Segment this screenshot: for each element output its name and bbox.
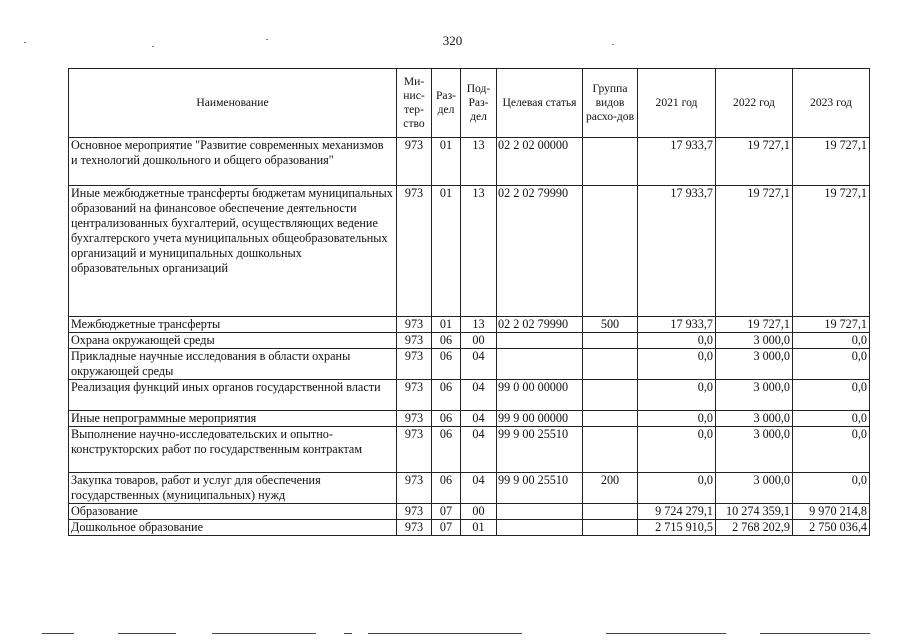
footer-mark: [344, 633, 352, 634]
cell-section: 07: [432, 520, 461, 536]
budget-table: [68, 68, 870, 536]
footer-mark: [760, 633, 870, 634]
cell-target-article: 02 2 02 79990: [497, 186, 583, 317]
table-row: [69, 333, 870, 349]
table-row: [69, 504, 870, 520]
cell-section: 07: [432, 504, 461, 520]
cell-ministry: 973: [397, 411, 432, 427]
cell-subsection: 01: [461, 520, 497, 536]
table-row: [69, 349, 870, 380]
cell-year-2022: 19 727,1: [716, 186, 793, 317]
cell-name: Межбюджетные трансферты: [69, 317, 397, 333]
cell-subsection: 04: [461, 427, 497, 473]
cell-expense-group: [583, 349, 638, 380]
header-subsection: Под-Раз-дел: [461, 69, 497, 138]
cell-year-2021: 2 715 910,5: [638, 520, 716, 536]
cell-target-article: [497, 349, 583, 380]
cell-expense-group: 200: [583, 473, 638, 504]
cell-subsection: 13: [461, 186, 497, 317]
header-year-2021: 2021 год: [638, 69, 716, 138]
cell-year-2022: 19 727,1: [716, 138, 793, 186]
cell-expense-group: [583, 411, 638, 427]
cell-section: 01: [432, 186, 461, 317]
cell-subsection: 04: [461, 380, 497, 411]
table-row: [69, 317, 870, 333]
scan-speck: [24, 42, 26, 43]
cell-target-article: 02 2 02 00000: [497, 138, 583, 186]
table-row: [69, 380, 870, 411]
cell-ministry: 973: [397, 138, 432, 186]
cell-year-2022: 3 000,0: [716, 427, 793, 473]
cell-section: 06: [432, 473, 461, 504]
cell-section: 06: [432, 411, 461, 427]
table-header-row: [69, 69, 870, 138]
cell-year-2021: 17 933,7: [638, 317, 716, 333]
cell-target-article: 99 0 00 00000: [497, 380, 583, 411]
scan-speck: [266, 39, 268, 40]
cell-year-2023: 19 727,1: [793, 138, 870, 186]
header-section: Раз-дел: [432, 69, 461, 138]
cell-ministry: 973: [397, 473, 432, 504]
cell-section: 06: [432, 427, 461, 473]
scan-speck: [612, 44, 614, 45]
cell-year-2021: 0,0: [638, 333, 716, 349]
cell-subsection: 00: [461, 504, 497, 520]
cell-year-2022: 3 000,0: [716, 380, 793, 411]
cell-ministry: 973: [397, 504, 432, 520]
header-name: Наименование: [69, 69, 397, 138]
cell-name: Выполнение научно-исследовательских и опытно-конструкторских работ по государственным контрактам: [69, 427, 397, 473]
cell-target-article: 99 9 00 00000: [497, 411, 583, 427]
cell-subsection: 00: [461, 333, 497, 349]
page-number: 320: [442, 33, 463, 48]
cell-expense-group: [583, 427, 638, 473]
cell-year-2023: 2 750 036,4: [793, 520, 870, 536]
footer-mark: [42, 633, 74, 634]
cell-target-article: 99 9 00 25510: [497, 473, 583, 504]
table-row: [69, 427, 870, 473]
table-row: [69, 138, 870, 186]
footer-mark: [118, 633, 176, 634]
cell-year-2023: 19 727,1: [793, 186, 870, 317]
cell-section: 06: [432, 333, 461, 349]
cell-subsection: 04: [461, 473, 497, 504]
header-year-2023: 2023 год: [793, 69, 870, 138]
cell-year-2022: 3 000,0: [716, 349, 793, 380]
cell-year-2022: 2 768 202,9: [716, 520, 793, 536]
header-ministry: Ми-нис-тер-ство: [397, 69, 432, 138]
cell-subsection: 13: [461, 317, 497, 333]
cell-year-2023: 0,0: [793, 411, 870, 427]
footer-mark: [212, 633, 316, 634]
cell-year-2022: 3 000,0: [716, 411, 793, 427]
cell-ministry: 973: [397, 333, 432, 349]
cell-name: Образование: [69, 504, 397, 520]
header-expense-group: Группа видов расхо-дов: [583, 69, 638, 138]
cell-name: Иные межбюджетные трансферты бюджетам муниципальных образований на финансовое обеспечение деятельности централизованных бухгалтерий, осуществляющих ведение бухгалтерского учета муниципальных общеобразовательных организаций и муниципальных дошкольных образовательных организаций: [69, 186, 397, 317]
cell-year-2023: 9 970 214,8: [793, 504, 870, 520]
cell-section: 06: [432, 349, 461, 380]
cell-name: Основное мероприятие "Развитие современных механизмов и технологий дошкольного и общего образования": [69, 138, 397, 186]
cell-expense-group: [583, 138, 638, 186]
scan-speck: [152, 46, 154, 47]
cell-ministry: 973: [397, 349, 432, 380]
cell-year-2022: 10 274 359,1: [716, 504, 793, 520]
cell-expense-group: [583, 504, 638, 520]
cell-subsection: 04: [461, 349, 497, 380]
table-body: [69, 138, 870, 536]
cell-expense-group: [583, 380, 638, 411]
cell-name: Закупка товаров, работ и услуг для обеспечения государственных (муниципальных) нужд: [69, 473, 397, 504]
cell-year-2022: 3 000,0: [716, 473, 793, 504]
cell-section: 01: [432, 317, 461, 333]
cell-year-2023: 0,0: [793, 473, 870, 504]
cell-year-2023: 0,0: [793, 333, 870, 349]
table-row: [69, 520, 870, 536]
cell-ministry: 973: [397, 380, 432, 411]
cell-section: 01: [432, 138, 461, 186]
cell-year-2023: 19 727,1: [793, 317, 870, 333]
table-row: [69, 411, 870, 427]
header-target-article: Целевая статья: [497, 69, 583, 138]
cell-year-2021: 0,0: [638, 349, 716, 380]
cell-year-2022: 3 000,0: [716, 333, 793, 349]
cell-year-2021: 17 933,7: [638, 186, 716, 317]
cell-expense-group: [583, 186, 638, 317]
cell-ministry: 973: [397, 317, 432, 333]
cell-year-2022: 19 727,1: [716, 317, 793, 333]
cell-target-article: [497, 333, 583, 349]
cell-subsection: 04: [461, 411, 497, 427]
cell-target-article: 99 9 00 25510: [497, 427, 583, 473]
cell-year-2021: 0,0: [638, 411, 716, 427]
cell-expense-group: 500: [583, 317, 638, 333]
cell-name: Прикладные научные исследования в области охраны окружающей среды: [69, 349, 397, 380]
cell-ministry: 973: [397, 520, 432, 536]
cell-name: Дошкольное образование: [69, 520, 397, 536]
cell-year-2023: 0,0: [793, 380, 870, 411]
cell-target-article: [497, 520, 583, 536]
cell-subsection: 13: [461, 138, 497, 186]
cell-expense-group: [583, 520, 638, 536]
cell-name: Реализация функций иных органов государственной власти: [69, 380, 397, 411]
header-year-2022: 2022 год: [716, 69, 793, 138]
cell-year-2023: 0,0: [793, 427, 870, 473]
cell-target-article: 02 2 02 79990: [497, 317, 583, 333]
cell-name: Охрана окружающей среды: [69, 333, 397, 349]
footer-mark: [606, 633, 726, 634]
cell-name: Иные непрограммные мероприятия: [69, 411, 397, 427]
cell-expense-group: [583, 333, 638, 349]
cell-year-2021: 0,0: [638, 427, 716, 473]
table-row: [69, 186, 870, 317]
cell-year-2021: 0,0: [638, 473, 716, 504]
cell-ministry: 973: [397, 186, 432, 317]
cell-year-2021: 17 933,7: [638, 138, 716, 186]
cell-section: 06: [432, 380, 461, 411]
table-row: [69, 473, 870, 504]
cell-year-2021: 9 724 279,1: [638, 504, 716, 520]
cell-year-2021: 0,0: [638, 380, 716, 411]
cell-target-article: [497, 504, 583, 520]
cell-ministry: 973: [397, 427, 432, 473]
cell-year-2023: 0,0: [793, 349, 870, 380]
footer-mark: [368, 633, 522, 634]
